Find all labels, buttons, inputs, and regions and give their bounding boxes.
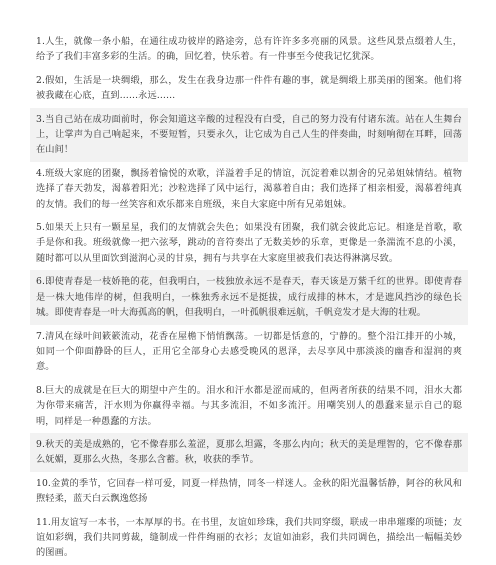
paragraph-5: 5.如果天上只有一颗星星，我们的友情就会失色；如果没有团聚，我们就会彼此忘记。相逢是首歌，歌手是你和我。班级就像一把六弦琴，跳动的音符奏出了无数美妙的乐章，更像是一条湍流不息的小溪，随时都可以从里面饮到滋润心灵的甘泉，拥有与共享在大家庭里被我们表达得淋漓尽致。 — [36, 222, 462, 264]
paragraph-2: 2.假如，生活是一块绸缎，那么，发生在我身边那一件件有趣的事，就是绸缎上那美丽的图案。他们将被我藏在心底，直到……永远…… — [36, 74, 462, 102]
paragraph-10: 10.金黄的季节，它回春一样可爱，同夏一样热情，同冬一样迷人。金秋的阳光温馨恬静，阿谷的秋风和煦轻柔，蓝天白云飘逸悠扬 — [36, 477, 462, 505]
paragraph-9: 9.秋天的美是成熟的，它不像春那么羞涩，夏那么坦露，冬那么内向；秋天的美是理智的，它不像春那么妩媚，夏那么火热，冬那么含蓄。秋，收获的季节。 — [30, 433, 468, 472]
paragraph-11: 11.用友谊写一本书，一本厚厚的书。在书里，友谊如珍珠，我们共同穿缀，联成一串串璀璨的项链；友谊如彩绸，我们共同剪裁，缝制成一件件绚丽的衣衫；友谊如油彩，我们共同调色，描绘出一幅幅美妙的图画。 — [36, 516, 462, 559]
paragraph-8: 8.巨大的成就是在巨大的期望中产生的。泪水和汗水都是涩而咸的，但两者所获的结果不同，泪水大都为你带来痛苦，汗水则为你赢得幸福。与其多流泪，不如多流汗。用嘲笑别人的愚蠢来显示自己的聪明，同样是一种愚蠢的方法。 — [36, 384, 462, 427]
paragraph-7: 7.清风在绿叶间簌簌流动，花香在屋檐下悄悄飘荡。一切都是恬意的，宁静的。整个沿江排开的小城，如同一个仰面静卧的巨人，正用它全部身心去感受晚风的恩泽，去尽享风中那淡淡的幽香和湿润的爽意。 — [36, 330, 462, 373]
paragraph-3: 3.当自己站在成功面前时，你会知道这辛酸的过程没有白受，自己的努力没有付诸东流。站在人生舞台上，让掌声为自己响起来，不要短暂，只要永久，让它成为自己人生的伴奏曲，时刻响彻在耳畔，回荡在山间！ — [30, 108, 468, 162]
paragraph-4: 4.班级大家庭的团聚，飘扬着愉悦的欢歌，洋溢着手足的情谊，沉淀着难以割舍的兄弟姐妹情结。植物选择了春天勃发，渴慕着阳光；沙粒选择了风中运行，渴慕着自由；我们选择了相亲相爱，渴慕着纯真的友情。我们的每一丝笑容和欢乐都来自班级，来自大家庭中所有兄弟姐妹。 — [36, 167, 462, 210]
paragraph-6: 6.即使青春是一枝娇艳的花，但我明白，一枝独放永远不是春天，春天该是万紫千红的世界。即使青春是一株大地伟岸的树，但我明白，一株独秀永远不是挺拔，成行成排的林木，才是遮风挡沙的绿色长城。即使青春是一叶大海孤高的帆，但我明白，一叶孤帆很难远航，千帆竞发才是大海的壮观。 — [30, 270, 468, 324]
paragraph-1: 1.人生，就像一条小船，在通往成功彼岸的路途旁，总有许许多多亮丽的风景。这些风景点缀着人生，给予了我们丰富多彩的生活。的确，回忆着，快乐着。有一件事至今使我记忆犹深。 — [36, 36, 462, 63]
